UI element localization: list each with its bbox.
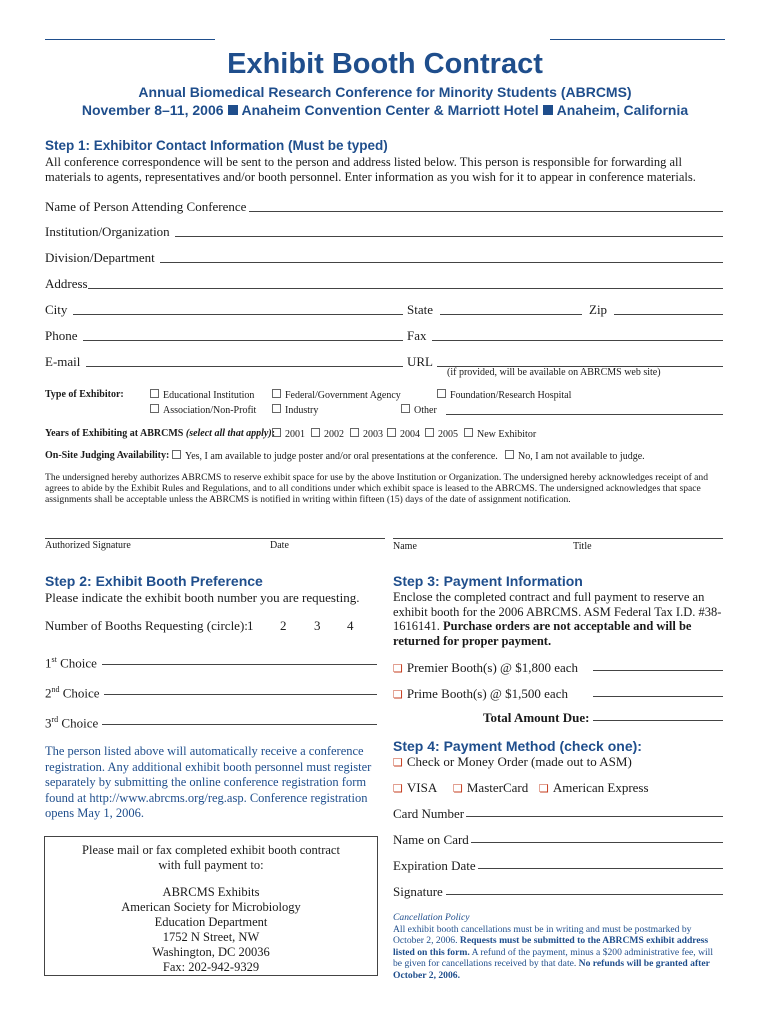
checkbox-icon — [272, 389, 281, 398]
type-federal[interactable]: Federal/Government Agency — [272, 389, 401, 401]
name-title-field[interactable] — [393, 538, 723, 539]
mail-address-line: American Society for Microbiology — [121, 900, 301, 914]
conference-city: Anaheim, California — [556, 102, 689, 118]
email-label: E-mail — [45, 354, 81, 369]
total-amount-label: Total Amount Due: — [483, 710, 590, 725]
type-association[interactable]: Association/Non-Profit — [150, 404, 256, 416]
prime-booth-option[interactable]: ❏ Prime Booth(s) @ $1,500 each — [393, 686, 568, 701]
year-2005[interactable]: 2005 — [425, 428, 458, 440]
state-field[interactable] — [440, 314, 582, 315]
mail-instruction-1: Please mail or fax completed exhibit booth contract — [82, 843, 340, 857]
year-2002[interactable]: 2002 — [311, 428, 344, 440]
step4-heading: Step 4: Payment Method (check one): — [393, 738, 642, 754]
division-field[interactable] — [160, 262, 723, 263]
booths-option-2[interactable]: 2 — [280, 618, 287, 633]
fax-field[interactable] — [432, 340, 723, 341]
phone-field[interactable] — [83, 340, 403, 341]
checkbox-icon — [387, 428, 396, 437]
step1-intro: All conference correspondence will be sent to the person and address listed below. This person is responsible for forwarding all materials to agents, representatives and/or booth personnel. Enter information as you wish for it to appear in conference materials. — [45, 155, 696, 184]
checkbox-icon — [272, 404, 281, 413]
step3-heading: Step 3: Payment Information — [393, 573, 583, 589]
payment-info-text: Enclose the completed contract and full payment to reserve an exhibit booth for the 2006 ABRCMS. ASM Federal Tax I.D. #38-1616141. Purchase orders are not acceptable and will be returned for proper payment. — [393, 590, 722, 648]
checkbox-icon — [464, 428, 473, 437]
state-label: State — [407, 302, 433, 317]
checkbox-icon: ❏ — [393, 688, 403, 701]
checkbox-icon — [350, 428, 359, 437]
choice-3-field[interactable] — [102, 724, 377, 725]
signature-field[interactable] — [45, 538, 385, 539]
conference-venue: Anaheim Convention Center & Marriott Hotel — [241, 102, 539, 118]
year-2004[interactable]: 2004 — [387, 428, 420, 440]
checkbox-icon — [401, 404, 410, 413]
institution-label: Institution/Organization — [45, 224, 170, 239]
name-label: Name of Person Attending Conference — [45, 199, 247, 214]
card-number-field[interactable] — [466, 816, 723, 817]
prime-amount-field[interactable] — [593, 696, 723, 697]
mail-instruction-2: with full payment to: — [158, 858, 264, 872]
conference-name: Annual Biomedical Research Conference for Minority Students (ABRCMS) — [138, 84, 632, 100]
premier-booth-option[interactable]: ❏ Premier Booth(s) @ $1,800 each — [393, 660, 579, 675]
amex-option[interactable]: ❏ American Express — [539, 780, 649, 795]
card-signature-label: Signature — [393, 884, 443, 899]
cancellation-policy: Cancellation Policy All exhibit booth cancellations must be in writing and must be postmarked by October 2, 2006. Requests must be submitted to the ABRCMS exhibit address listed on this form. A refund of the payment, minus a $200 administrative fee, will be given for cancellations received by that date. No refunds will be granted after October 2, 2006. — [393, 912, 723, 982]
zip-label: Zip — [589, 302, 608, 317]
choice-1-label: 1st Choice — [45, 655, 97, 671]
choice-2-label: 2nd Choice — [45, 685, 100, 701]
type-educational[interactable]: Educational Institution — [150, 389, 254, 401]
signer-name-label: Name — [393, 541, 417, 552]
expiration-label: Expiration Date — [393, 858, 476, 873]
checkbox-icon: ❏ — [453, 782, 463, 795]
cancellation-title: Cancellation Policy — [393, 912, 470, 923]
name-field[interactable] — [249, 211, 723, 212]
step1-heading: Step 1: Exhibitor Contact Information (Must be typed) — [45, 138, 388, 153]
division-label: Division/Department — [45, 250, 155, 265]
signer-title-label: Title — [573, 541, 592, 552]
header-rule-right — [550, 39, 725, 40]
card-number-label: Card Number — [393, 806, 465, 821]
card-signature-field[interactable] — [446, 894, 723, 895]
choice-1-field[interactable] — [102, 664, 377, 665]
year-2001[interactable]: 2001 — [272, 428, 305, 440]
mail-fax: Fax: 202-942-9329 — [162, 960, 260, 974]
checkbox-icon: ❏ — [393, 756, 403, 769]
type-other[interactable]: Other — [401, 404, 437, 416]
checkbox-icon — [150, 389, 159, 398]
judging-label: On-Site Judging Availability: — [45, 450, 170, 461]
other-field[interactable] — [446, 414, 723, 415]
date-label: Date — [270, 540, 289, 551]
checkbox-icon — [437, 389, 446, 398]
mail-address-line: Education Department — [154, 915, 268, 929]
expiration-field[interactable] — [478, 868, 723, 869]
zip-field[interactable] — [614, 314, 723, 315]
mail-address-line: Washington, DC 20036 — [152, 945, 270, 959]
square-bullet-icon — [228, 105, 238, 115]
conference-details — [0, 102, 770, 118]
premier-amount-field[interactable] — [593, 670, 723, 671]
city-field[interactable] — [73, 314, 403, 315]
year-new[interactable]: New Exhibitor — [464, 428, 536, 440]
city-label: City — [45, 302, 68, 317]
total-amount-field[interactable] — [593, 720, 723, 721]
judging-yes[interactable]: Yes, I am available to judge poster and/or oral presentations at the conference. — [172, 450, 498, 462]
address-field[interactable] — [88, 288, 723, 289]
choice-3-label: 3rd Choice — [45, 715, 99, 731]
authorization-text: The undersigned hereby authorizes ABRCMS to reserve exhibit space for use by the above Institution or Organization. The undersigned hereby acknowledges receipt of and agrees to abide by the Exhibit Rules and Regulations, and to all conditions under which exhibit space is leased to the ABRCMS. The undersigned acknowledges that space assignments shall be acceptable unless the ABRCMS is notified in writing within fifteen (15) days of the date of assignment notification. — [45, 472, 709, 505]
choice-2-field[interactable] — [104, 694, 377, 695]
page-title: Exhibit Booth Contract — [227, 48, 543, 80]
step2-heading: Step 2: Exhibit Booth Preference — [45, 573, 263, 589]
mastercard-option[interactable]: ❏ MasterCard — [453, 780, 529, 795]
email-field[interactable] — [86, 366, 403, 367]
type-industry[interactable]: Industry — [272, 404, 318, 416]
signature-label: Authorized Signature — [45, 540, 131, 551]
checkbox-icon — [172, 450, 181, 459]
conference-date: November 8–11, 2006 — [81, 102, 224, 118]
fax-label: Fax — [407, 328, 427, 343]
check-option[interactable]: ❏ Check or Money Order (made out to ASM) — [393, 754, 632, 769]
mail-box — [44, 836, 378, 976]
address-label: Address — [45, 276, 88, 291]
checkbox-icon — [425, 428, 434, 437]
checkbox-icon — [311, 428, 320, 437]
url-note: (if provided, will be available on ABRCMS web site) — [447, 367, 661, 378]
exhibitor-type-label: Type of Exhibitor: — [45, 389, 124, 400]
checkbox-icon — [150, 404, 159, 413]
booths-option-1[interactable]: 1 — [247, 618, 254, 633]
judging-no[interactable]: No, I am not available to judge. — [505, 450, 645, 462]
booths-label: Number of Booths Requesting (circle): — [45, 618, 248, 633]
registration-note: The person listed above will automatically receive a conference registration. Any additional exhibit booth personnel must register separately by submitting the online conference registration form found at http://www.abrcms.org/reg.asp. Conference registration opens May 1, 2006. — [45, 744, 372, 820]
mail-address-line: 1752 N Street, NW — [162, 930, 260, 944]
booths-option-4[interactable]: 4 — [347, 618, 354, 633]
years-label: Years of Exhibiting at ABRCMS (select all that apply): — [45, 428, 276, 439]
checkbox-icon — [272, 428, 281, 437]
name-on-card-field[interactable] — [471, 842, 723, 843]
year-2003[interactable]: 2003 — [350, 428, 383, 440]
square-bullet-icon — [543, 105, 553, 115]
mail-address-line: ABRCMS Exhibits — [162, 885, 260, 899]
url-label: URL — [407, 354, 433, 369]
checkbox-icon: ❏ — [393, 662, 403, 675]
header-rule-left — [45, 39, 215, 40]
booths-option-3[interactable]: 3 — [314, 618, 321, 633]
visa-option[interactable]: ❏ VISA — [393, 780, 438, 795]
phone-label: Phone — [45, 328, 78, 343]
name-on-card-label: Name on Card — [393, 832, 469, 847]
checkbox-icon: ❏ — [393, 782, 403, 795]
checkbox-icon: ❏ — [539, 782, 549, 795]
institution-field[interactable] — [175, 236, 723, 237]
checkbox-icon — [505, 450, 514, 459]
type-foundation[interactable]: Foundation/Research Hospital — [437, 389, 571, 401]
step2-intro: Please indicate the exhibit booth number you are requesting. — [45, 590, 360, 605]
